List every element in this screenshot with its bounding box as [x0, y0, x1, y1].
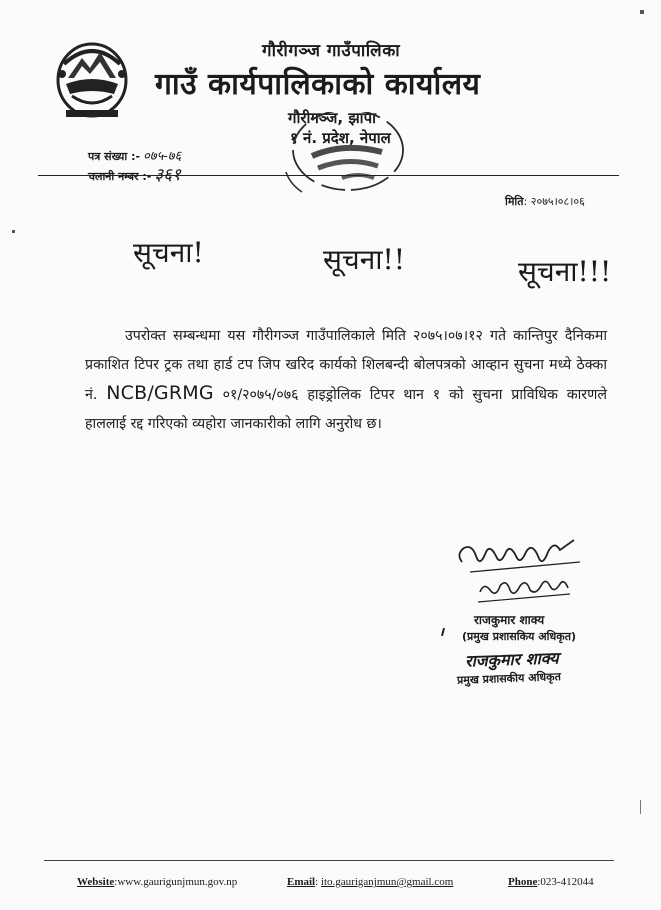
ink-mark	[441, 628, 445, 636]
letter-date: मिति: २०७५।०८।०६	[505, 195, 585, 208]
nepal-emblem-icon	[52, 34, 132, 122]
signatory-title: (प्रमुख प्रशासकिय अधिकृत)	[462, 630, 576, 643]
reference-number: पत्र संख्या :- ०७५-७६	[88, 149, 182, 164]
dispatch-number: चलानी नम्बर :- ३६१	[88, 165, 181, 185]
footer-divider	[44, 860, 614, 861]
footer-phone: Phone:023-412044	[508, 876, 594, 888]
notice-heading-1: सूचना!	[133, 236, 204, 269]
signatory-name: राजकुमार शाक्य	[474, 613, 545, 627]
tender-code: NCB/GRMG	[106, 382, 214, 404]
footer-email: Email: ito.gauriganjmun@gmail.com	[287, 876, 454, 888]
signatory-name-stamp: राजकुमार शाक्य	[464, 648, 559, 671]
office-location: गौरीगञ्ज, झापा	[288, 109, 376, 127]
notice-heading-2: सूचना!!	[323, 243, 406, 276]
footer-website: Website:www.gaurigunjmun.gov.np	[77, 876, 238, 888]
municipality-name: गौरीगञ्ज गाउँपालिका	[262, 41, 401, 61]
scan-speck	[640, 10, 644, 14]
scan-speck	[640, 800, 641, 814]
signatory-title-stamp: प्रमुख प्रशासकीय अधिकृत	[456, 670, 562, 687]
scan-speck	[12, 230, 15, 233]
email-link[interactable]: ito.gauriganjmun@gmail.com	[320, 876, 454, 888]
handwritten-signature	[450, 534, 600, 608]
office-province: १ नं. प्रदेश, नेपाल	[290, 129, 391, 147]
office-title: गाउँ कार्यपालिकाको कार्यालय	[155, 67, 481, 102]
office-stamp	[282, 112, 408, 196]
notice-body: उपरोक्त सम्बन्धमा यस गौरीगञ्ज गाउँपालिकाले मिति २०७५।०७।१२ गते कान्तिपुर दैनिकमा प्रकाशित टिपर ट्रक तथा हार्ड टप जिप खरिद कार्यको शिलबन्दी बोलपत्रको आव्हान सुचना मध्ये ठेक्का नं. NCB/GRMG ०१/२०७५/०७६ हाइड्रोलिक टिपर थान १ को सुचना प्राविधिक कारणले हाललाई रद्द गरिएको व्यहोरा जानकारीको लागि अनुरोध छ।	[85, 328, 607, 432]
header-divider	[38, 175, 619, 176]
notice-heading-3: सूचना!!!	[518, 255, 612, 288]
